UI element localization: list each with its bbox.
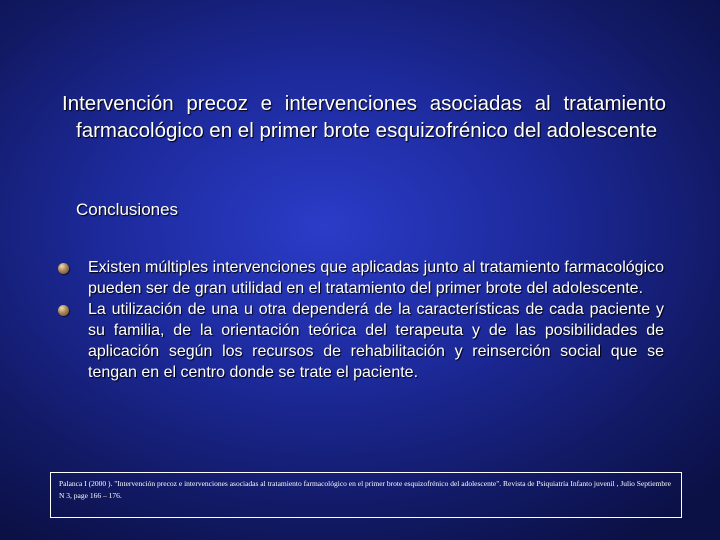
bullet-icon — [58, 263, 69, 274]
bullet-item — [58, 257, 664, 299]
bullet-text: La utilización de una u otra dependerá de la características de cada paciente y su familia, de la orientación teórica del terapeuta y de las posibilidades de aplicación según los recursos de rehabilitación y reinserción social que se tengan en el centro donde se trate el paciente. — [88, 301, 664, 381]
section-heading: Conclusiones — [76, 200, 179, 219]
slide-title: Intervención precoz e intervenciones asociadas al tratamiento farmacológico en el primer brote esquizofrénico del adolescente — [62, 92, 666, 142]
bullet-item — [58, 299, 664, 383]
bullet-list — [58, 257, 664, 383]
bullet-icon — [58, 305, 69, 316]
reference-text: Palanca I (2000 ). "Intervención precoz e intervenciones asociadas al tratamiento farmacológico en el primer brote esquizofrénico del adolescente". Revista de Psiquiatría Infanto juvenil , Julio Septiembre N 3, page 166 – 176. — [59, 479, 671, 500]
reference-citation-box — [50, 472, 682, 518]
bullet-text: Existen múltiples intervenciones que aplicadas junto al tratamiento farmacológico pueden ser de gran utilidad en el tratamiento del primer brote del adolescente. — [88, 259, 664, 297]
